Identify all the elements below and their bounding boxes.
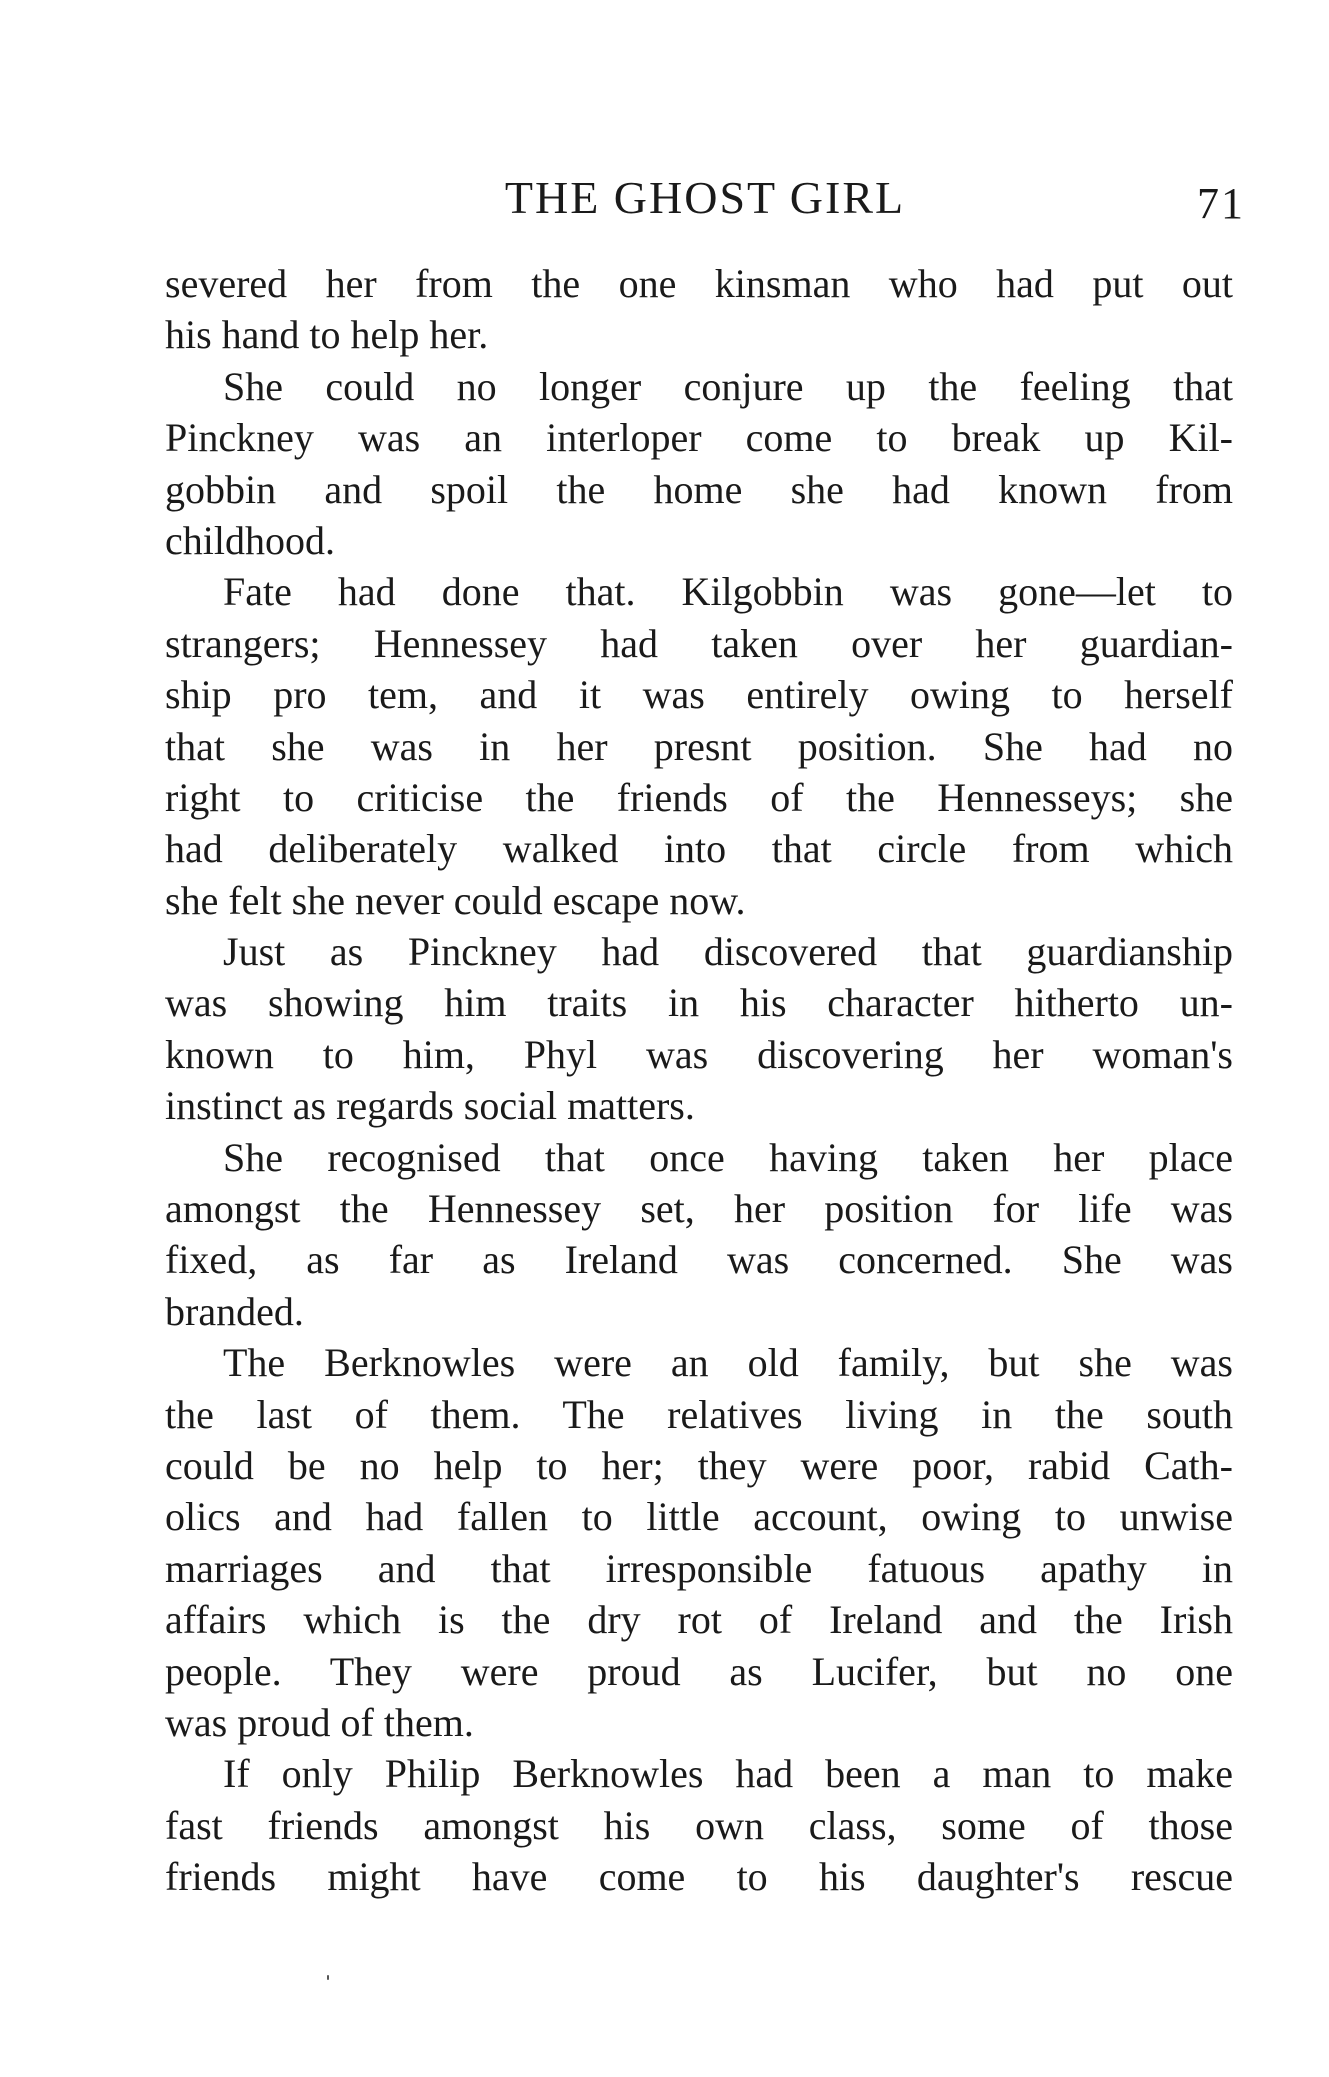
text-line: branded. [165, 1288, 304, 1334]
text-line: marriages and that irresponsible fatuous apathy in [165, 1545, 1233, 1591]
paper-speck [327, 1975, 329, 1980]
text-line: that she was in her presnt position. She had no [165, 723, 1233, 769]
text-line: gobbin and spoil the home she had known from [165, 466, 1233, 512]
text-line: was proud of them. [165, 1699, 474, 1745]
text-line: affairs which is the dry rot of Ireland and the Irish [165, 1597, 1233, 1643]
text-line: right to criticise the friends of the Hennesseys; she [165, 774, 1233, 820]
text-line: ship pro tem, and it was entirely owing to herself [165, 672, 1233, 718]
text-line: The Berknowles were an old family, but she was [223, 1340, 1233, 1386]
text-line: fast friends amongst his own class, some of those [165, 1802, 1233, 1848]
text-line: strangers; Hennessey had taken over her guardian- [165, 620, 1233, 666]
text-line: had deliberately walked into that circle from which [165, 826, 1233, 872]
text-line: friends might have come to his daughter's rescue [165, 1854, 1233, 1900]
text-line: severed her from the one kinsman who had put out [165, 261, 1233, 306]
text-line: she felt she never could escape now. [165, 877, 746, 923]
text-line: childhood. [165, 517, 335, 563]
text-line: Fate had done that. Kilgobbin was gone—let to [223, 569, 1233, 615]
text-line: known to him, Phyl was discovering her woman's [165, 1031, 1233, 1077]
text-line: She recognised that once having taken her place [223, 1134, 1233, 1180]
text-line: fixed, as far as Ireland was concerned. She was [165, 1237, 1233, 1283]
page-number: 71 [1197, 179, 1245, 228]
text-line: was showing him traits in his character hitherto un- [165, 980, 1233, 1026]
text-line: the last of them. The relatives living in the south [165, 1391, 1233, 1437]
text-line: instinct as regards social matters. [165, 1083, 695, 1129]
text-line: olics and had fallen to little account, owing to unwise [165, 1494, 1233, 1540]
body-text [165, 258, 1233, 1903]
text-line: Pinckney was an interloper come to break up Kil- [165, 415, 1233, 461]
running-title: THE GHOST GIRL [504, 172, 906, 223]
text-line: could be no help to her; they were poor, rabid Cath- [165, 1442, 1233, 1488]
text-line: She could no longer conjure up the feeling that [223, 363, 1233, 409]
text-line: people. They were proud as Lucifer, but no one [165, 1648, 1233, 1694]
text-line: his hand to help her. [165, 312, 489, 358]
text-line: amongst the Hennessey set, her position for life was [165, 1186, 1233, 1232]
text-line: Just as Pinckney had discovered that guardianship [223, 929, 1233, 975]
text-line: If only Philip Berknowles had been a man to make [223, 1751, 1233, 1797]
running-head [165, 168, 1245, 228]
